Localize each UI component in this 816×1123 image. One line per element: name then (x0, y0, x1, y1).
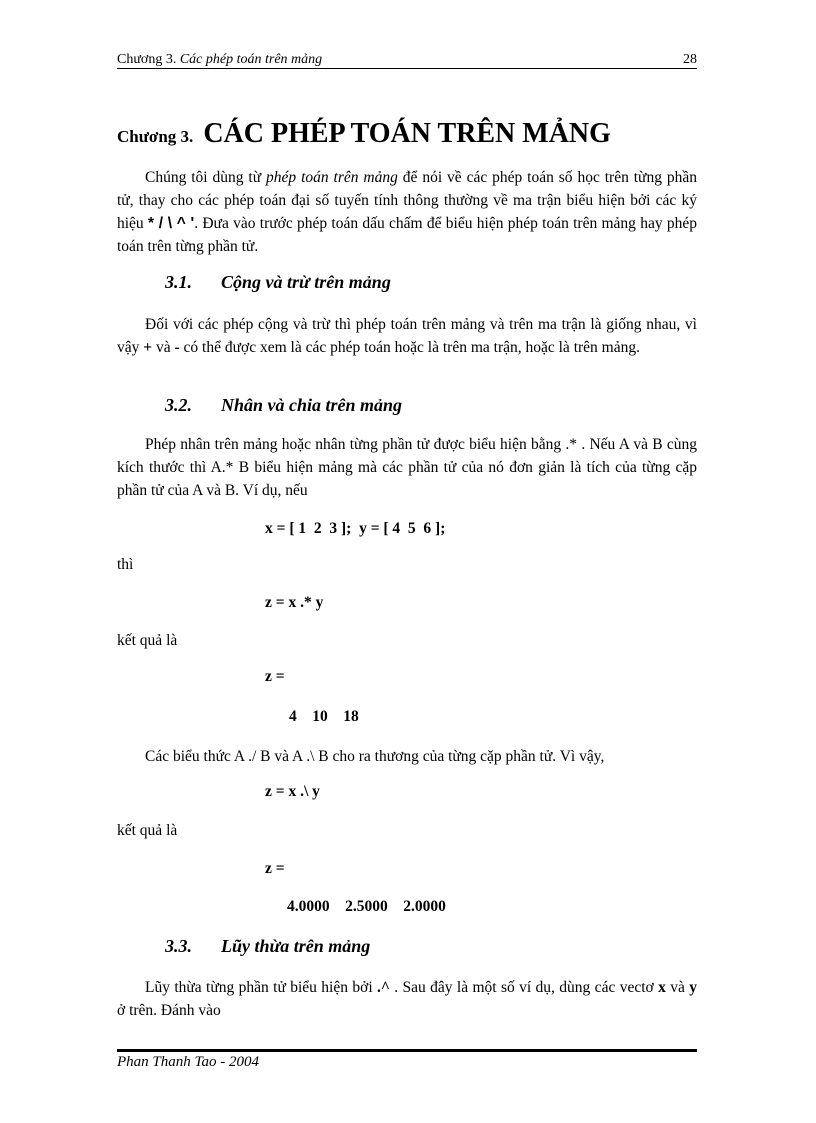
code-line-z2: z = (265, 860, 285, 877)
section-3-3-paragraph: Lũy thừa từng phần tử biểu hiện bởi .^ . Sau đây là một số ví dụ, dùng các vectơ x và y ở trên. Đánh vào (117, 979, 697, 1019)
page-number: 28 (683, 52, 697, 67)
text-ket-qua-1: kết quả là (117, 632, 178, 649)
code-line-div: z = x .\ y (265, 783, 320, 800)
header-chapter: Chương 3. Các phép toán trên mảng (117, 52, 323, 67)
text-thi: thì (117, 556, 134, 573)
code-line-mul: z = x .* y (265, 594, 324, 611)
operator-symbols: * / \ ^ ' (147, 215, 195, 232)
result-line-2: 4.0000 2.5000 2.0000 (287, 898, 446, 915)
chapter-title (117, 118, 611, 150)
code-line-z1: z = (265, 668, 285, 685)
footer-rule (117, 1049, 697, 1052)
chapter-label: Chương 3. (117, 127, 194, 146)
section-heading-3-3: 3.3. Lũy thừa trên mảng (165, 936, 371, 956)
chapter-heading: CÁC PHÉP TOÁN TRÊN MẢNG (203, 118, 611, 149)
footer-author: Phan Thanh Tao - 2004 (117, 1054, 259, 1070)
running-header (117, 52, 697, 69)
header-chapter-title: Các phép toán trên mảng (179, 52, 323, 67)
result-line-1: 4 10 18 (289, 708, 359, 725)
section-3-2-paragraph: Phép nhân trên mảng hoặc nhân từng phần tử được biểu hiện bằng .* . Nếu A và B cùng kích thước thì A.* B biểu hiện mảng mà các phần tử của nó đơn giản là tích của từng cặp phần tử của A và B. Ví dụ, nếu (117, 436, 697, 499)
section-heading-3-1: 3.1. Cộng và trừ trên mảng (165, 272, 391, 292)
section-3-1-paragraph: Đối với các phép cộng và trừ thì phép toán trên mảng và trên ma trận là giống nhau, vì vậy + và - có thể được xem là các phép toán hoặc là trên ma trận, hoặc là trên mảng. (117, 316, 697, 356)
code-line-xy: x = [ 1 2 3 ]; y = [ 4 5 6 ]; (265, 520, 446, 537)
division-paragraph: Các biểu thức A ./ B và A .\ B cho ra thương của từng cặp phần tử. Vì vậy, (145, 748, 605, 765)
section-heading-3-2: 3.2. Nhân và chia trên mảng (165, 395, 403, 415)
intro-paragraph: Chúng tôi dùng từ phép toán trên mảng để nói về các phép toán số học trên từng phần tử, thay cho các phép toán đại số tuyến tính thông thường về ma trận biểu hiện bởi các ký hiệu * / \ ^ '. Đưa vào trước phép toán dấu chấm để biểu hiện phép toán trên mảng hay phép toán trên từng phần tử. (117, 169, 697, 255)
text-ket-qua-2: kết quả là (117, 822, 178, 839)
